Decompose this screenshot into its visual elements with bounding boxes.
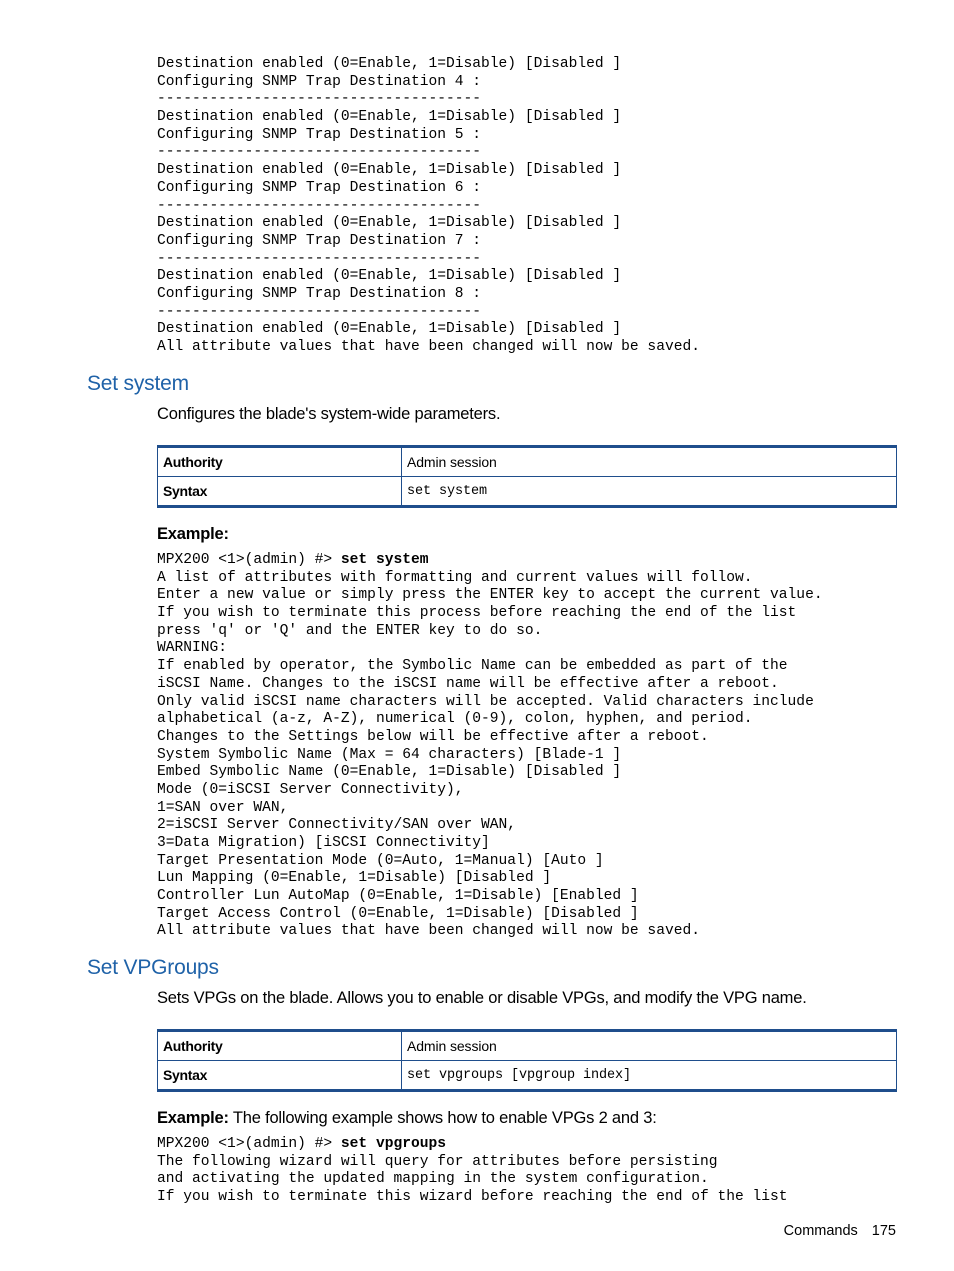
syntax-label: Syntax <box>158 1061 402 1091</box>
code-line: Configuring SNMP Trap Destination 8 : <box>157 285 482 302</box>
code-lines <box>157 570 823 941</box>
page-footer <box>770 1223 896 1239</box>
code-line: ------------------------------------- <box>157 303 482 320</box>
code-line: Destination enabled (0=Enable, 1=Disable) [Disabled ] <box>157 321 622 338</box>
table-row <box>158 447 897 477</box>
code-block-snmp-trap <box>157 56 700 357</box>
authority-value: Admin session <box>402 1031 897 1061</box>
code-line: Controller Lun AutoMap (0=Enable, 1=Disable) [Enabled ] <box>157 888 639 905</box>
code-line: Only valid iSCSI name characters will be accepted. Valid characters include <box>157 693 814 710</box>
code-line: 3=Data Migration) [iSCSI Connectivity] <box>157 835 490 851</box>
code-line: Destination enabled (0=Enable, 1=Disable) [Disabled ] <box>157 215 622 232</box>
code-line: press 'q' or 'Q' and the ENTER key to do so. <box>157 622 543 639</box>
section-heading-set-vpgroups: Set VPGroups <box>87 956 219 979</box>
table-row <box>158 1061 897 1091</box>
code-line: Target Presentation Mode (0=Auto, 1=Manual) [Auto ] <box>157 852 604 869</box>
code-line: ------------------------------------- <box>157 144 482 161</box>
code-line: iSCSI Name. Changes to the iSCSI name will be effective after a reboot. <box>157 675 779 692</box>
code-line: Changes to the Settings below will be effective after a reboot. <box>157 728 709 745</box>
code-line: Destination enabled (0=Enable, 1=Disable) [Disabled ] <box>157 109 622 126</box>
command-prompt: MPX200 <1>(admin) #> <box>157 1136 341 1152</box>
authority-value: Admin session <box>402 447 897 477</box>
code-line: Configuring SNMP Trap Destination 7 : <box>157 232 482 249</box>
code-line: The following wizard will query for attributes before persisting <box>157 1153 718 1170</box>
syntax-label: Syntax <box>158 477 402 507</box>
code-line: A list of attributes with formatting and current values will follow. <box>157 569 753 586</box>
example-text: The following example shows how to enable VPGs 2 and 3: <box>228 1109 657 1127</box>
set-system-example-label <box>157 525 229 544</box>
table-row <box>158 1031 897 1061</box>
authority-label: Authority <box>158 1031 402 1061</box>
code-line: 1=SAN over WAN, <box>157 799 289 816</box>
command-text: set vpgroups <box>340 1136 447 1152</box>
code-line: Destination enabled (0=Enable, 1=Disable) [Disabled ] <box>157 162 622 179</box>
set-vpgroups-description: Sets VPGs on the blade. Allows you to enable or disable VPGs, and modify the VPG name. <box>157 989 807 1007</box>
code-line: If you wish to terminate this wizard before reaching the end of the list <box>157 1189 788 1206</box>
code-line: All attribute values that have been changed will now be saved. <box>157 339 700 355</box>
code-line: ------------------------------------- <box>157 197 482 214</box>
code-line: Configuring SNMP Trap Destination 5 : <box>157 126 482 143</box>
table-row <box>158 477 897 507</box>
command-line <box>157 1136 788 1154</box>
code-line: and activating the updated mapping in the system configuration. <box>157 1171 709 1188</box>
code-line: Mode (0=iSCSI Server Connectivity), <box>157 781 464 798</box>
code-line: Destination enabled (0=Enable, 1=Disable) [Disabled ] <box>157 268 622 285</box>
code-line: Enter a new value or simply press the ENTER key to accept the current value. <box>157 587 823 604</box>
code-line: ------------------------------------- <box>157 250 482 267</box>
code-line: System Symbolic Name (Max = 64 characters) [Blade-1 ] <box>157 746 622 763</box>
code-line: Configuring SNMP Trap Destination 6 : <box>157 179 482 196</box>
set-system-description: Configures the blade's system-wide parameters. <box>157 405 501 423</box>
syntax-value: set system <box>402 477 897 507</box>
command-text: set system <box>340 552 429 568</box>
authority-label: Authority <box>158 447 402 477</box>
section-heading-set-system: Set system <box>87 372 189 395</box>
set-vpgroups-example-label <box>157 1109 657 1128</box>
set-vpgroups-spec-table <box>157 1029 897 1092</box>
code-line: If enabled by operator, the Symbolic Name can be embedded as part of the <box>157 658 788 675</box>
example-label-text: Example: <box>157 525 229 543</box>
code-block-set-system <box>157 552 823 941</box>
code-block-set-vpgroups <box>157 1136 788 1207</box>
set-system-spec-table <box>157 445 897 508</box>
page-number: 175 <box>871 1223 896 1239</box>
code-lines <box>157 1154 788 1207</box>
code-line: All attribute values that have been changed will now be saved. <box>157 923 700 940</box>
code-line: WARNING: <box>157 640 228 657</box>
code-line: ------------------------------------- <box>157 91 482 108</box>
code-line: Lun Mapping (0=Enable, 1=Disable) [Disabled ] <box>157 870 552 887</box>
code-line: alphabetical (a-z, A-Z), numerical (0-9), colon, hyphen, and period. <box>157 711 753 728</box>
code-line: 2=iSCSI Server Connectivity/SAN over WAN, <box>157 817 517 834</box>
code-line: Target Access Control (0=Enable, 1=Disable) [Disabled ] <box>157 905 639 922</box>
code-line: Configuring SNMP Trap Destination 4 : <box>157 73 482 90</box>
syntax-value: set vpgroups [vpgroup index] <box>402 1061 897 1091</box>
command-line <box>157 552 823 570</box>
code-line: Destination enabled (0=Enable, 1=Disable) [Disabled ] <box>157 56 622 72</box>
code-line: If you wish to terminate this process before reaching the end of the list <box>157 605 797 622</box>
code-line: Embed Symbolic Name (0=Enable, 1=Disable) [Disabled ] <box>157 764 622 781</box>
footer-section: Commands <box>783 1223 858 1239</box>
command-prompt: MPX200 <1>(admin) #> <box>157 552 341 568</box>
example-label-text: Example: <box>157 1109 229 1127</box>
